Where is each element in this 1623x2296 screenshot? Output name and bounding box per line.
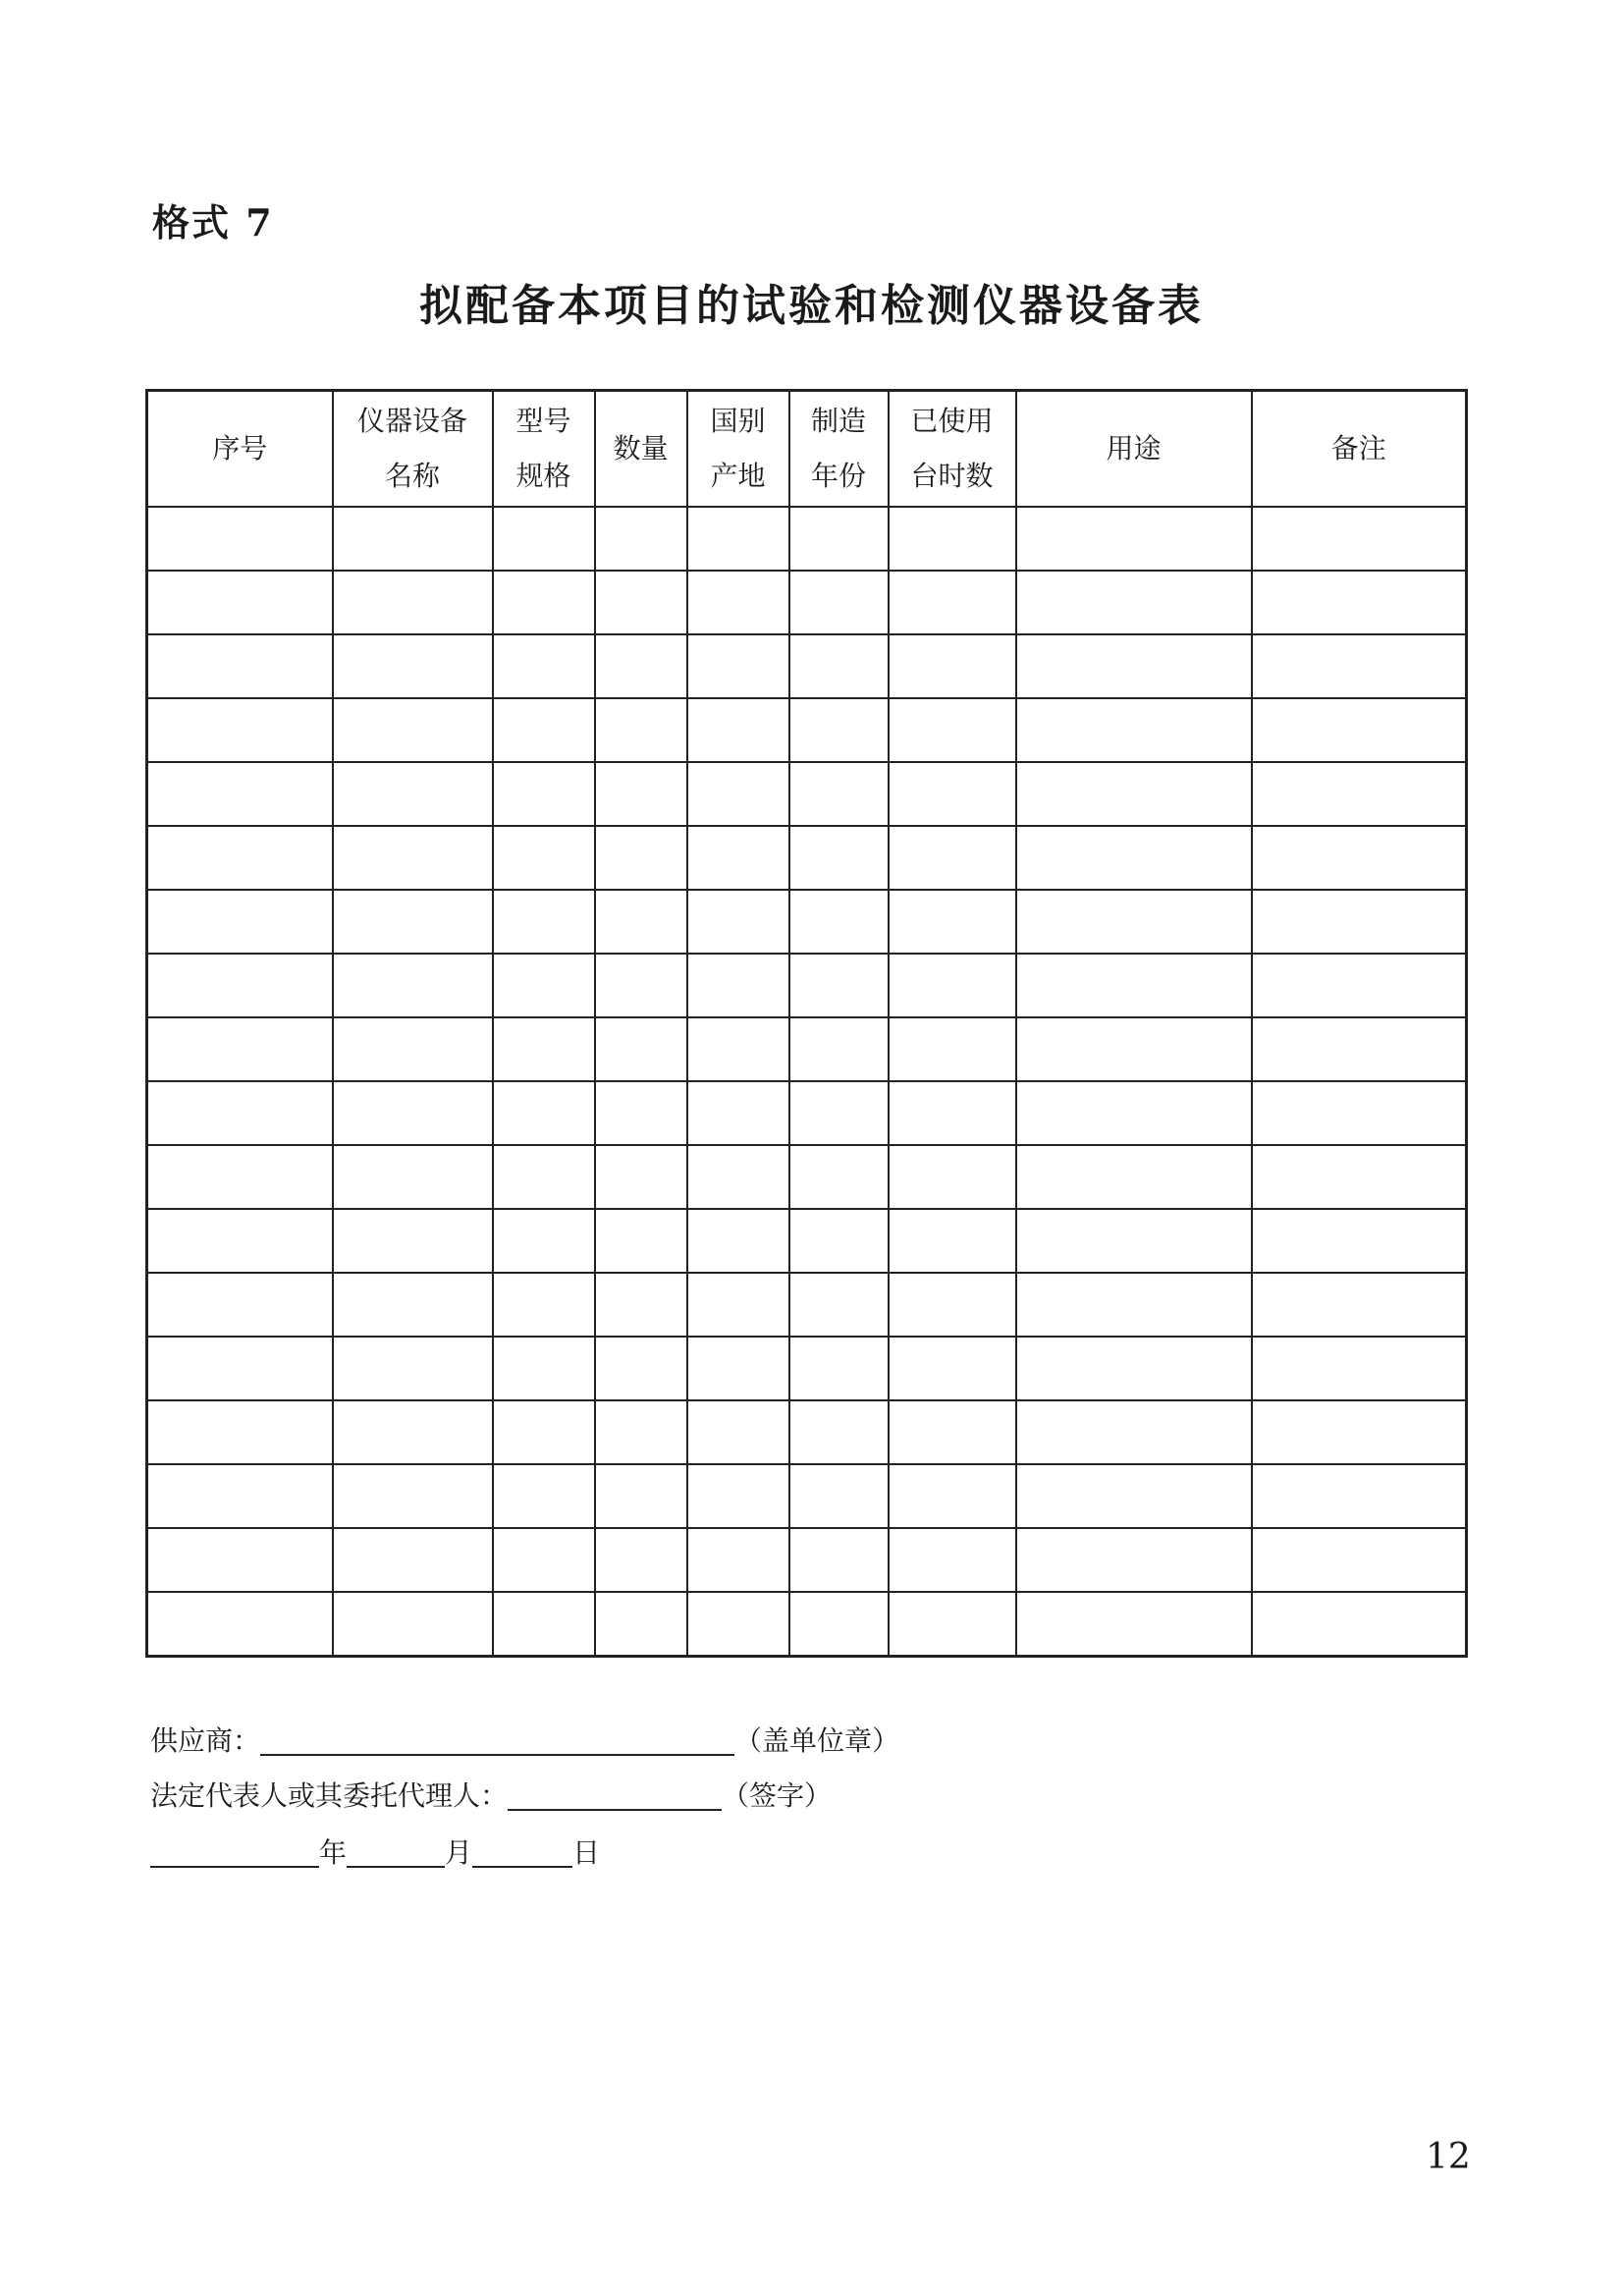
table-cell[interactable] [333,1400,493,1464]
representative-label: 法定代表人或其委托代理人： [150,1779,509,1812]
table-cell[interactable] [333,571,493,634]
table-cell[interactable] [1016,1017,1252,1081]
table-cell[interactable] [147,571,333,634]
table-cell[interactable] [687,1081,789,1145]
table-cell[interactable] [595,762,687,826]
table-cell[interactable] [687,1145,789,1209]
table-cell[interactable] [1016,1337,1252,1400]
table-cell[interactable] [687,1592,789,1657]
table-row [147,1592,1467,1657]
table-cell[interactable] [595,1145,687,1209]
table-cell[interactable] [687,1017,789,1081]
table-cell[interactable] [789,762,889,826]
table-cell[interactable] [889,1273,1016,1337]
table-cell[interactable] [687,1209,789,1273]
supplier-line [150,1720,899,1759]
table-cell[interactable] [493,1081,595,1145]
table-cell[interactable] [147,762,333,826]
table-cell[interactable] [333,954,493,1017]
table-cell[interactable] [493,1017,595,1081]
table-cell[interactable] [333,1209,493,1273]
header-text: 国别 [710,405,766,437]
table-cell[interactable] [789,1337,889,1400]
table-cell[interactable] [687,1464,789,1528]
header-serial-number [147,391,333,508]
table-cell[interactable] [789,954,889,1017]
table-row [147,890,1467,954]
table-cell[interactable] [889,890,1016,954]
table-cell[interactable] [1016,698,1252,762]
table-cell[interactable] [889,1464,1016,1528]
header-purpose [1016,391,1252,508]
header-text: 用途 [1106,432,1162,465]
table-cell[interactable] [687,1528,789,1592]
table-cell[interactable] [333,1081,493,1145]
table-cell[interactable] [493,1400,595,1464]
format-label: 格式 7 [152,200,274,245]
table-cell[interactable] [147,1017,333,1081]
table-cell[interactable] [889,954,1016,1017]
table-cell[interactable] [687,698,789,762]
header-equipment-name [333,391,493,508]
header-text: 备注 [1330,432,1386,465]
table-cell[interactable] [687,1337,789,1400]
sign-note: （签字） [722,1779,833,1812]
table-cell[interactable] [333,1017,493,1081]
table-cell[interactable] [789,1400,889,1464]
table-cell[interactable] [1252,1592,1467,1657]
table-cell[interactable] [789,1464,889,1528]
table-cell[interactable] [333,634,493,698]
table-cell[interactable] [1252,954,1467,1017]
header-text: 年份 [810,460,866,492]
table-cell[interactable] [493,634,595,698]
table-row [147,698,1467,762]
table-cell[interactable] [1252,1528,1467,1592]
table-row [147,826,1467,890]
table-cell[interactable] [889,1017,1016,1081]
table-cell[interactable] [1252,634,1467,698]
table-cell[interactable] [687,1400,789,1464]
table-cell[interactable] [1016,1592,1252,1657]
table-cell[interactable] [687,634,789,698]
table-cell[interactable] [687,826,789,890]
table-cell[interactable] [1016,1081,1252,1145]
table-cell[interactable] [493,890,595,954]
table-cell[interactable] [595,1209,687,1273]
header-text: 序号 [212,432,268,465]
header-quantity [595,391,687,508]
table-cell[interactable] [333,1145,493,1209]
supplier-blank[interactable] [260,1724,734,1756]
table-cell[interactable] [889,1592,1016,1657]
table-cell[interactable] [889,571,1016,634]
table-cell[interactable] [493,698,595,762]
table-cell[interactable] [595,571,687,634]
table-cell[interactable] [1252,1464,1467,1528]
table-cell[interactable] [889,1400,1016,1464]
table-cell[interactable] [1252,1400,1467,1464]
table-cell[interactable] [333,698,493,762]
table-cell[interactable] [687,571,789,634]
table-cell[interactable] [595,826,687,890]
header-model-spec [493,391,595,508]
header-hours-used [889,391,1016,508]
table-cell[interactable] [333,1337,493,1400]
header-text: 已使用 [910,405,994,437]
table-cell[interactable] [493,1464,595,1528]
table-cell[interactable] [789,1273,889,1337]
table-cell[interactable] [1252,698,1467,762]
table-cell[interactable] [889,698,1016,762]
table-cell[interactable] [595,507,687,571]
table-row [147,762,1467,826]
header-text: 规格 [515,460,571,492]
table-cell[interactable] [493,1273,595,1337]
table-cell[interactable] [889,1337,1016,1400]
table-cell[interactable] [493,1145,595,1209]
table-cell[interactable] [595,1017,687,1081]
table-cell[interactable] [493,571,595,634]
table-cell[interactable] [493,954,595,1017]
table-cell[interactable] [789,826,889,890]
table-cell[interactable] [1252,1017,1467,1081]
table-cell[interactable] [1016,1145,1252,1209]
table-cell[interactable] [333,1528,493,1592]
table-cell[interactable] [595,1400,687,1464]
table-cell[interactable] [1016,762,1252,826]
table-cell[interactable] [147,634,333,698]
table-body [147,507,1467,1657]
supplier-label: 供应商： [150,1724,261,1757]
header-text: 台时数 [910,460,994,492]
table-cell[interactable] [789,571,889,634]
header-remarks [1252,391,1467,508]
table-cell[interactable] [687,762,789,826]
table-cell[interactable] [1016,634,1252,698]
table-cell[interactable] [1252,890,1467,954]
header-text: 仪器设备 [356,405,467,437]
table-row [147,1145,1467,1209]
day-blank[interactable] [472,1836,572,1868]
day-label: 日 [572,1836,601,1869]
table-cell[interactable] [595,1337,687,1400]
table-row [147,571,1467,634]
table-cell[interactable] [889,1528,1016,1592]
table-cell[interactable] [1016,1209,1252,1273]
table-cell[interactable] [147,1145,333,1209]
table-cell[interactable] [147,698,333,762]
table-cell[interactable] [595,1464,687,1528]
header-text: 产地 [710,460,766,492]
table-cell[interactable] [789,1528,889,1592]
table-cell[interactable] [889,826,1016,890]
table-cell[interactable] [687,954,789,1017]
table-cell[interactable] [1252,1337,1467,1400]
seal-note: （盖单位章） [734,1724,900,1757]
year-blank[interactable] [150,1836,319,1868]
table-cell[interactable] [889,1081,1016,1145]
table-cell[interactable] [889,634,1016,698]
table-cell[interactable] [789,634,889,698]
table-cell[interactable] [493,1209,595,1273]
table-row [147,634,1467,698]
table-cell[interactable] [1252,1209,1467,1273]
table-header-row [147,391,1467,508]
table-cell[interactable] [687,890,789,954]
table-cell[interactable] [493,762,595,826]
table-cell[interactable] [595,954,687,1017]
table-cell[interactable] [889,1209,1016,1273]
table-cell[interactable] [333,826,493,890]
table-cell[interactable] [1016,826,1252,890]
table-cell[interactable] [493,507,595,571]
representative-line [150,1775,832,1814]
table-row [147,507,1467,571]
month-blank[interactable] [347,1836,445,1868]
header-text: 名称 [384,460,440,492]
table-cell[interactable] [1016,507,1252,571]
table-row [147,954,1467,1017]
table-cell[interactable] [889,1145,1016,1209]
document-title: 拟配备本项目的试验和检测仪器设备表 [419,281,1204,331]
table-cell[interactable] [1016,571,1252,634]
equipment-table [145,389,1468,1658]
table-cell[interactable] [147,1209,333,1273]
year-label: 年 [319,1836,348,1869]
table-cell[interactable] [1016,1273,1252,1337]
header-manufacture-year [789,391,889,508]
page-number: 12 [1426,2137,1471,2177]
table-cell[interactable] [1252,507,1467,571]
table-cell[interactable] [687,1273,789,1337]
table-cell[interactable] [595,1081,687,1145]
table-cell[interactable] [789,1592,889,1657]
table-row [147,1273,1467,1337]
table-cell[interactable] [333,1592,493,1657]
header-origin [687,391,789,508]
table-cell[interactable] [147,1592,333,1657]
table-cell[interactable] [493,1592,595,1657]
table-row [147,1464,1467,1528]
table-row [147,1017,1467,1081]
table-cell[interactable] [1016,954,1252,1017]
table-cell[interactable] [1252,571,1467,634]
table-row [147,1337,1467,1400]
table-cell[interactable] [595,698,687,762]
table-cell[interactable] [147,826,333,890]
table-cell[interactable] [333,1464,493,1528]
header-text: 型号 [515,405,571,437]
table-cell[interactable] [493,1528,595,1592]
table-cell[interactable] [147,1273,333,1337]
table-cell[interactable] [147,507,333,571]
date-line [150,1831,600,1871]
table-row [147,1081,1467,1145]
table-cell[interactable] [147,1464,333,1528]
table-cell[interactable] [333,1273,493,1337]
table-cell[interactable] [147,1337,333,1400]
table-cell[interactable] [333,762,493,826]
table-cell[interactable] [493,1337,595,1400]
table-cell[interactable] [595,1528,687,1592]
table-cell[interactable] [789,890,889,954]
table-cell[interactable] [789,1209,889,1273]
table-cell[interactable] [147,1081,333,1145]
table-cell[interactable] [1016,1464,1252,1528]
table-cell[interactable] [789,1017,889,1081]
header-text: 制造 [810,405,866,437]
table-cell[interactable] [147,954,333,1017]
month-label: 月 [445,1836,473,1869]
table-row [147,1400,1467,1464]
table-cell[interactable] [889,762,1016,826]
header-text: 数量 [613,432,669,465]
table-cell[interactable] [147,1528,333,1592]
table-cell[interactable] [595,634,687,698]
table-cell[interactable] [493,826,595,890]
table-cell[interactable] [595,890,687,954]
table-cell[interactable] [333,507,493,571]
table-cell[interactable] [1252,1273,1467,1337]
table-cell[interactable] [1016,890,1252,954]
table-row [147,1528,1467,1592]
table-cell[interactable] [1252,1081,1467,1145]
table-cell[interactable] [147,890,333,954]
table-row [147,1209,1467,1273]
table-cell[interactable] [687,507,789,571]
table-cell[interactable] [595,1592,687,1657]
table-cell[interactable] [147,1400,333,1464]
table-cell[interactable] [789,1145,889,1209]
table-cell[interactable] [595,1273,687,1337]
table-cell[interactable] [889,507,1016,571]
table-cell[interactable] [1016,1528,1252,1592]
table-cell[interactable] [1252,826,1467,890]
table-cell[interactable] [333,890,493,954]
table-cell[interactable] [789,507,889,571]
table-cell[interactable] [789,698,889,762]
table-cell[interactable] [789,1081,889,1145]
table-cell[interactable] [1252,1145,1467,1209]
table-cell[interactable] [1252,762,1467,826]
table-cell[interactable] [1016,1400,1252,1464]
signature-blank[interactable] [508,1779,722,1811]
